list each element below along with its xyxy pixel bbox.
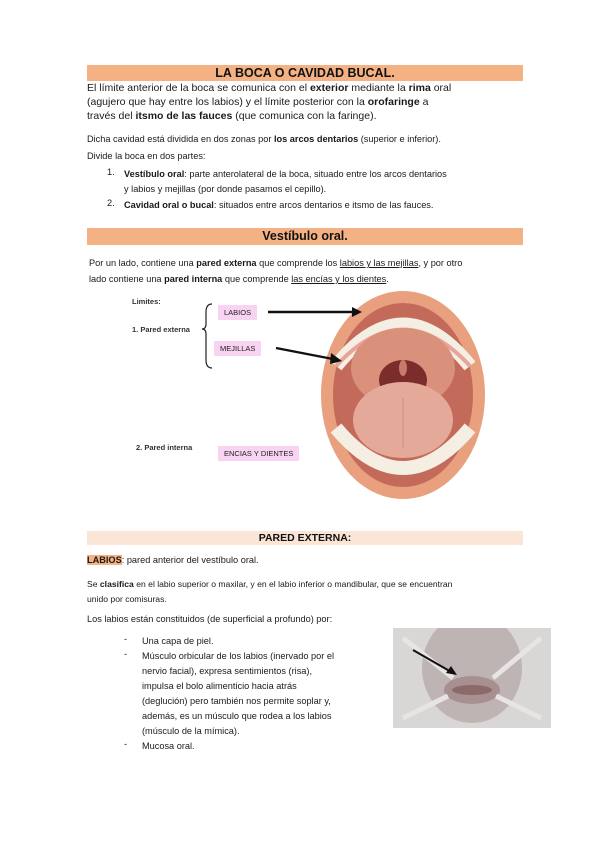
figure-labios-box: LABIOS [218,305,257,320]
section-heading-text: PARED EXTERNA: [258,532,352,544]
division-line-2: Divide la boca en dos partes: [87,151,206,161]
division-paragraph [87,131,527,165]
mouth-anatomy-figure [126,288,496,510]
section-heading-vestibulo [87,228,523,245]
list-item: Una capa de piel. [142,636,214,646]
intro-line-3: través del itsmo de las fauces (que comunica con la faringe). [87,110,377,122]
vestibulo-paragraph [89,255,529,287]
figure-pared-externa-label: 1. Pared externa [132,325,190,334]
mouth-opening-shape [452,685,492,695]
labios-term: LABIOS [87,555,122,565]
vestibulo-line-1: Por un lado, contiene una pared externa que comprende los labios y las mejillas, y por otro [89,258,463,268]
figure-mejillas-box: MEJILLAS [214,341,261,356]
figure-pared-interna-label: 2. Pared interna [136,443,193,452]
part-item-cavidad: Cavidad oral o bucal: situados entre arcos dentarios e itsmo de las fauces. [124,200,434,210]
page-title-text: LA BOCA O CAVIDAD BUCAL. [215,66,395,80]
bracket-shape [202,304,212,368]
figure-encias-box: ENCIAS Y DIENTES [218,446,299,461]
facial-muscles-illustration [393,628,551,728]
list-item: Mucosa oral. [142,741,195,751]
bullet-dash: - [124,649,128,659]
intro-paragraph [87,81,527,123]
page-title [87,65,523,81]
division-line-1: Dicha cavidad está dividida en dos zonas por los arcos dentarios (superior e inferior). [87,134,441,144]
list-item: Músculo orbicular de los labios (inervado por el nervio facial), expresa sentimientos (risa), impulsa el bolo alimenticio hacia atrás (deglución) pero también nos permite soplar y, además, es un músculo que rodea a los labios (músculo de la mímica). [142,651,335,736]
part-number: 1. [107,167,115,177]
labios-definition: LABIOS: pared anterior del vestíbulo oral. [87,555,259,565]
bullet-dash: - [124,739,128,749]
part-item-vestibulo: Vestíbulo oral: parte anterolateral de la boca, situado entre los arcos dentarios y labios y mejillas (por donde pasamos el cepillo). [124,169,447,194]
section-heading-text: Vestíbulo oral. [262,229,348,243]
figure-limites-label: Limites: [132,297,161,306]
uvula-shape [399,360,407,376]
bullet-dash: - [124,634,128,644]
mouth-illustration [126,288,496,510]
section-heading-pared-externa [87,531,523,545]
intro-line-1: El límite anterior de la boca se comunica con el exterior mediante la rima oral [87,82,452,94]
constituidos-text: Los labios están constituidos (de superficial a profundo) por: [87,614,333,624]
intro-line-2: (agujero que hay entre los labios) y el límite posterior con la orofaringe a [87,96,429,108]
vestibulo-line-2: lado contiene una pared interna que comprende las encías y los dientes. [89,274,389,284]
part-number: 2. [107,198,115,208]
clasifica-paragraph: Se clasifica en el labio superior o maxilar, y en el labio inferior o mandibular, que se encuentran unido por comisuras. [87,579,453,604]
